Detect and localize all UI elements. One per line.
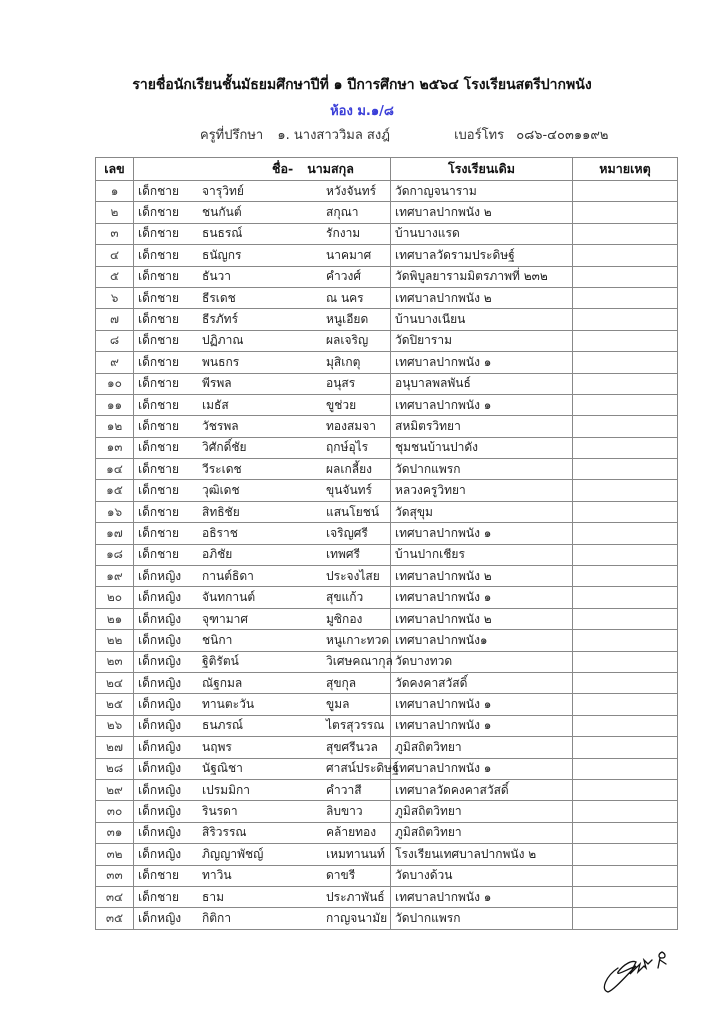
table-row	[96, 245, 678, 266]
table-row	[96, 373, 678, 394]
first-name: ธนภรณ์	[202, 718, 244, 733]
row-number: ๒๖	[96, 715, 134, 736]
first-name: อภิชัย	[202, 547, 233, 562]
student-name	[134, 822, 391, 843]
name-prefix: เด็กหญิง	[138, 675, 182, 690]
note-cell	[573, 309, 678, 330]
student-name	[134, 394, 391, 415]
previous-school: วัดบางทวด	[391, 651, 573, 672]
student-name	[134, 544, 391, 565]
first-name: อธิราช	[202, 525, 238, 540]
row-number: ๘	[96, 330, 134, 351]
row-number: ๓๓	[96, 865, 134, 886]
table-row	[96, 202, 678, 223]
student-name	[134, 480, 391, 501]
name-prefix: เด็กหญิง	[138, 825, 182, 840]
student-name	[134, 566, 391, 587]
table-row	[96, 309, 678, 330]
table-header-row	[96, 158, 678, 181]
phone-label: เบอร์โทร	[454, 128, 505, 143]
note-cell	[573, 715, 678, 736]
first-name: ธาม	[202, 889, 224, 904]
last-name: ประจงไสย	[326, 568, 380, 583]
row-number: ๒๔	[96, 672, 134, 693]
student-name	[134, 715, 391, 736]
table-row	[96, 566, 678, 587]
student-name	[134, 437, 391, 458]
last-name: แสนโยชน์	[326, 504, 380, 519]
name-prefix: เด็กหญิง	[138, 697, 182, 712]
row-number: ๑๒	[96, 416, 134, 437]
name-prefix: เด็กชาย	[138, 226, 180, 241]
name-prefix: เด็กชาย	[138, 868, 180, 883]
last-name: ฤกษ์อุไร	[326, 440, 369, 455]
last-name: มูซิกอง	[326, 611, 363, 626]
last-name: ขูช่วย	[326, 397, 357, 412]
previous-school: ภูมิสถิตวิทยา	[391, 822, 573, 843]
first-name: ธนธรณ์	[202, 226, 243, 241]
header-name	[134, 158, 391, 181]
table-row	[96, 844, 678, 865]
first-name: วุฒิเดช	[202, 483, 240, 498]
note-cell	[573, 844, 678, 865]
last-name: ขูมล	[326, 697, 350, 712]
note-cell	[573, 865, 678, 886]
last-name: มุสิเกตุ	[326, 354, 361, 369]
table-row	[96, 459, 678, 480]
student-name	[134, 865, 391, 886]
first-name: วีระเดช	[202, 461, 242, 476]
note-cell	[573, 822, 678, 843]
note-cell	[573, 779, 678, 800]
note-cell	[573, 287, 678, 308]
row-number: ๒๐	[96, 587, 134, 608]
name-prefix: เด็กชาย	[138, 269, 180, 284]
row-number: ๓	[96, 223, 134, 244]
previous-school: บ้านบางเนียน	[391, 309, 573, 330]
note-cell	[573, 908, 678, 929]
row-number: ๒๓	[96, 651, 134, 672]
previous-school: วัดพิบูลยารามมิตรภาพที่ ๒๓๒	[391, 266, 573, 287]
last-name: สุขแก้ว	[326, 590, 364, 605]
student-name	[134, 737, 391, 758]
student-name	[134, 501, 391, 522]
first-name: ธนัญกร	[202, 247, 242, 262]
note-cell	[573, 181, 678, 202]
last-name: ทองสมจา	[326, 418, 376, 433]
row-number: ๒๑	[96, 608, 134, 629]
row-number: ๗	[96, 309, 134, 330]
document-title: รายชื่อนักเรียนชั้นมัธยมศึกษาปีที่ ๑ ปีการศึกษา ๒๕๖๔ โรงเรียนสตรีปากพนัง	[132, 77, 592, 93]
name-prefix: เด็กชาย	[138, 440, 180, 455]
note-cell	[573, 330, 678, 351]
last-name: หนูเอียด	[326, 312, 369, 327]
note-cell	[573, 266, 678, 287]
last-name: ผลเจริญ	[326, 333, 369, 348]
last-name: สุขศรีนวล	[326, 739, 378, 754]
table-row	[96, 480, 678, 501]
row-number: ๑๖	[96, 501, 134, 522]
first-name: วิศักดิ์ชัย	[202, 440, 247, 455]
table-row	[96, 694, 678, 715]
name-prefix: เด็กชาย	[138, 889, 180, 904]
header-no: เลข	[96, 158, 134, 181]
table-row	[96, 501, 678, 522]
header-school: โรงเรียนเดิม	[391, 158, 573, 181]
row-number: ๑๐	[96, 373, 134, 394]
last-name: ณ นคร	[326, 290, 364, 305]
advisor-label: ครูที่ปรึกษา	[200, 128, 264, 143]
header-note: หมายเหตุ	[573, 158, 678, 181]
note-cell	[573, 416, 678, 437]
name-prefix: เด็กหญิง	[138, 590, 182, 605]
name-prefix: เด็กหญิง	[138, 718, 182, 733]
student-name	[134, 908, 391, 929]
row-number: ๒๙	[96, 779, 134, 800]
first-name: นฤพร	[202, 739, 232, 754]
name-prefix: เด็กหญิง	[138, 846, 182, 861]
first-name: เปรมมิกา	[202, 782, 250, 797]
previous-school: ภูมิสถิตวิทยา	[391, 737, 573, 758]
last-name: สกุณา	[326, 205, 359, 220]
row-number: ๓๑	[96, 822, 134, 843]
room-label: ห้อง ม.๑/๘	[330, 104, 394, 119]
row-number: ๓๒	[96, 844, 134, 865]
last-name: ประภาพันธ์	[326, 889, 385, 904]
table-row	[96, 886, 678, 907]
first-name: ธันวา	[202, 269, 232, 284]
note-cell	[573, 437, 678, 458]
name-prefix: เด็กชาย	[138, 376, 180, 391]
last-name: คำวาสี	[326, 782, 362, 797]
name-prefix: เด็กชาย	[138, 483, 180, 498]
student-name	[134, 608, 391, 629]
previous-school: เทศบาลวัดคงคาสวัสดิ์	[391, 779, 573, 800]
note-cell	[573, 245, 678, 266]
last-name: ไตรสุวรรณ	[326, 718, 385, 733]
previous-school: วัดกาญจนาราม	[391, 181, 573, 202]
first-name: ทานตะวัน	[202, 697, 255, 712]
previous-school: วัดคงคาสวัสดิ์	[391, 672, 573, 693]
last-name: เหมทานนท์	[326, 846, 385, 861]
first-name: ณัฐกมล	[202, 675, 243, 690]
first-name: เมธัส	[202, 397, 229, 412]
first-name: นัฐณิชา	[202, 761, 243, 776]
previous-school: เทศบาลปากพนัง ๑	[391, 886, 573, 907]
name-prefix: เด็กหญิง	[138, 782, 182, 797]
table-row	[96, 801, 678, 822]
note-cell	[573, 566, 678, 587]
first-name: วัชรพล	[202, 418, 239, 433]
note-cell	[573, 651, 678, 672]
first-name: พนธกร	[202, 354, 240, 369]
last-name: หนูเกาะทวด	[326, 632, 390, 647]
row-number: ๑	[96, 181, 134, 202]
note-cell	[573, 544, 678, 565]
student-name	[134, 223, 391, 244]
name-prefix: เด็กหญิง	[138, 632, 182, 647]
row-number: ๑๕	[96, 480, 134, 501]
student-name	[134, 523, 391, 544]
previous-school: เทศบาลวัดรามประดิษฐ์	[391, 245, 573, 266]
last-name: ผลเกลี้ยง	[326, 461, 372, 476]
last-name: คำวงศ์	[326, 269, 361, 284]
row-number: ๙	[96, 352, 134, 373]
note-cell	[573, 694, 678, 715]
table-row	[96, 437, 678, 458]
table-row	[96, 416, 678, 437]
advisor-name: ๑. นางสาววิมล สงฎ์	[277, 128, 390, 143]
row-number: ๔	[96, 245, 134, 266]
previous-school: วัดปากแพรก	[391, 459, 573, 480]
note-cell	[573, 630, 678, 651]
first-name: กานต์ธิดา	[202, 568, 254, 583]
student-name	[134, 416, 391, 437]
student-name	[134, 266, 391, 287]
student-name	[134, 352, 391, 373]
student-name	[134, 801, 391, 822]
signature-icon	[596, 946, 676, 996]
last-name: กาญจนามัย	[326, 910, 388, 925]
note-cell	[573, 394, 678, 415]
note-cell	[573, 587, 678, 608]
note-cell	[573, 223, 678, 244]
last-name: เทพศรี	[326, 547, 360, 562]
student-name	[134, 309, 391, 330]
student-name	[134, 630, 391, 651]
last-name: หวังจันทร์	[326, 183, 377, 198]
previous-school: บ้านปากเชียร	[391, 544, 573, 565]
row-number: ๑๗	[96, 523, 134, 544]
note-cell	[573, 459, 678, 480]
student-name	[134, 330, 391, 351]
first-name: พีรพล	[202, 376, 232, 391]
previous-school: วัดสุขุม	[391, 501, 573, 522]
row-number: ๒๗	[96, 737, 134, 758]
note-cell	[573, 352, 678, 373]
row-number: ๕	[96, 266, 134, 287]
first-name: ปฏิภาณ	[202, 333, 244, 348]
row-number: ๓๕	[96, 908, 134, 929]
last-name: วิเศษคณากุล	[326, 654, 393, 669]
table-row	[96, 779, 678, 800]
row-number: ๑๓	[96, 437, 134, 458]
previous-school: เทศบาลปากพนัง ๒	[391, 287, 573, 308]
row-number: ๓๔	[96, 886, 134, 907]
last-name: ลิบขาว	[326, 804, 363, 819]
previous-school: หลวงครูวิทยา	[391, 480, 573, 501]
previous-school: เทศบาลปากพนัง ๑	[391, 715, 573, 736]
last-name: นาคมาศ	[326, 247, 372, 262]
last-name: ศาสน์ประดิษฐ์	[326, 761, 399, 776]
name-prefix: เด็กชาย	[138, 333, 180, 348]
row-number: ๒๒	[96, 630, 134, 651]
table-row	[96, 523, 678, 544]
note-cell	[573, 672, 678, 693]
table-row	[96, 223, 678, 244]
previous-school: เทศบาลปากพนัง ๑	[391, 758, 573, 779]
name-prefix: เด็กหญิง	[138, 739, 182, 754]
first-name: ธีรเดช	[202, 290, 236, 305]
name-prefix: เด็กชาย	[138, 205, 180, 220]
table-row	[96, 352, 678, 373]
table-row	[96, 330, 678, 351]
phone-number: ๐๘๖-๔๐๓๑๑๙๒	[516, 128, 609, 143]
name-prefix: เด็กหญิง	[138, 568, 182, 583]
first-name: จันทกานต์	[202, 590, 256, 605]
name-prefix: เด็กชาย	[138, 247, 180, 262]
table-row	[96, 266, 678, 287]
note-cell	[573, 480, 678, 501]
previous-school: วัดปิยาราม	[391, 330, 573, 351]
student-name	[134, 758, 399, 779]
previous-school: ภูมิสถิตวิทยา	[391, 801, 573, 822]
first-name: รินรดา	[202, 804, 238, 819]
previous-school: ชุมชนบ้านปาดัง	[391, 437, 573, 458]
name-prefix: เด็กชาย	[138, 354, 180, 369]
student-name	[134, 694, 391, 715]
table-row	[96, 394, 678, 415]
first-name: ชนิกา	[202, 632, 233, 647]
previous-school: โรงเรียนเทศบาลปากพนัง ๒	[391, 844, 573, 865]
previous-school: เทศบาลปากพนัง ๑	[391, 394, 573, 415]
name-prefix: เด็กหญิง	[138, 761, 182, 776]
name-prefix: เด็กชาย	[138, 547, 180, 562]
last-name: ดาขรี	[326, 868, 356, 883]
table-row	[96, 544, 678, 565]
previous-school: วัดบางด้วน	[391, 865, 573, 886]
note-cell	[573, 737, 678, 758]
first-name: ทาวิน	[202, 868, 232, 883]
student-name	[134, 287, 391, 308]
name-prefix: เด็กหญิง	[138, 654, 182, 669]
row-number: ๓๐	[96, 801, 134, 822]
table-row	[96, 758, 678, 779]
row-number: ๒	[96, 202, 134, 223]
note-cell	[573, 373, 678, 394]
previous-school: เทศบาลปากพนัง ๑	[391, 352, 573, 373]
row-number: ๖	[96, 287, 134, 308]
last-name: รักงาม	[326, 226, 361, 241]
first-name: จุฑามาศ	[202, 611, 248, 626]
note-cell	[573, 202, 678, 223]
previous-school: เทศบาลปากพนัง ๒	[391, 202, 573, 223]
last-name: สุขกุล	[326, 675, 357, 690]
first-name: ฐิติรัตน์	[202, 654, 239, 669]
student-name	[134, 651, 391, 672]
last-name: คล้ายทอง	[326, 825, 377, 840]
table-row	[96, 822, 678, 843]
table-row	[96, 908, 678, 929]
student-table	[95, 157, 678, 930]
header-first: ชื่อ-	[272, 161, 294, 176]
row-number: ๒๘	[96, 758, 134, 779]
first-name: ภิญญาพัชญ์	[202, 846, 264, 861]
table-row	[96, 630, 678, 651]
header-last: นามสกุล	[307, 161, 354, 176]
student-name	[134, 181, 391, 202]
student-name	[134, 587, 391, 608]
first-name: ชนกันต์	[202, 205, 242, 220]
student-name	[134, 459, 391, 480]
previous-school: บ้านบางแรด	[391, 223, 573, 244]
advisor-line	[200, 124, 608, 145]
table-row	[96, 715, 678, 736]
name-prefix: เด็กชาย	[138, 312, 180, 327]
table-row	[96, 865, 678, 886]
student-name	[134, 245, 391, 266]
previous-school: เทศบาลปากพนัง ๑	[391, 587, 573, 608]
table-row	[96, 608, 678, 629]
note-cell	[573, 758, 678, 779]
row-number: ๒๕	[96, 694, 134, 715]
note-cell	[573, 501, 678, 522]
name-prefix: เด็กชาย	[138, 525, 180, 540]
previous-school: เทศบาลปากพนัง ๑	[391, 523, 573, 544]
table-row	[96, 287, 678, 308]
first-name: ธีรภัทร์	[202, 312, 239, 327]
table-row	[96, 651, 678, 672]
name-prefix: เด็กชาย	[138, 418, 180, 433]
student-name	[134, 779, 391, 800]
name-prefix: เด็กชาย	[138, 461, 180, 476]
note-cell	[573, 523, 678, 544]
row-number: ๑๔	[96, 459, 134, 480]
first-name: กิติกา	[202, 910, 232, 925]
name-prefix: เด็กหญิง	[138, 611, 182, 626]
first-name: สิทธิชัย	[202, 504, 240, 519]
first-name: สิริวรรณ	[202, 825, 247, 840]
name-prefix: เด็กชาย	[138, 397, 180, 412]
student-name	[134, 373, 391, 394]
last-name: อนุสร	[326, 376, 356, 391]
note-cell	[573, 801, 678, 822]
table-row	[96, 587, 678, 608]
name-prefix: เด็กชาย	[138, 504, 180, 519]
previous-school: วัดปากแพรก	[391, 908, 573, 929]
previous-school: เทศบาลปากพนัง ๒	[391, 608, 573, 629]
row-number: ๑๙	[96, 566, 134, 587]
note-cell	[573, 608, 678, 629]
table-row	[96, 181, 678, 202]
student-name	[134, 844, 391, 865]
student-name	[134, 672, 391, 693]
previous-school: อนุบาลพลพันธ์	[391, 373, 573, 394]
previous-school: สหมิตรวิทยา	[391, 416, 573, 437]
name-prefix: เด็กหญิง	[138, 804, 182, 819]
last-name: ขุนจันทร์	[326, 483, 372, 498]
previous-school: เทศบาลปากพนัง ๒	[391, 566, 573, 587]
name-prefix: เด็กชาย	[138, 183, 180, 198]
row-number: ๑๘	[96, 544, 134, 565]
row-number: ๑๑	[96, 394, 134, 415]
student-name	[134, 202, 391, 223]
name-prefix: เด็กหญิง	[138, 910, 182, 925]
first-name: จารุวิทย์	[202, 183, 244, 198]
table-row	[96, 672, 678, 693]
table-row	[96, 737, 678, 758]
student-name	[134, 886, 391, 907]
last-name: เจริญศรี	[326, 525, 368, 540]
previous-school: เทศบาลปากพนัง ๑	[391, 694, 573, 715]
name-prefix: เด็กชาย	[138, 290, 180, 305]
note-cell	[573, 886, 678, 907]
previous-school: เทศบาลปากพนัง๑	[391, 630, 573, 651]
